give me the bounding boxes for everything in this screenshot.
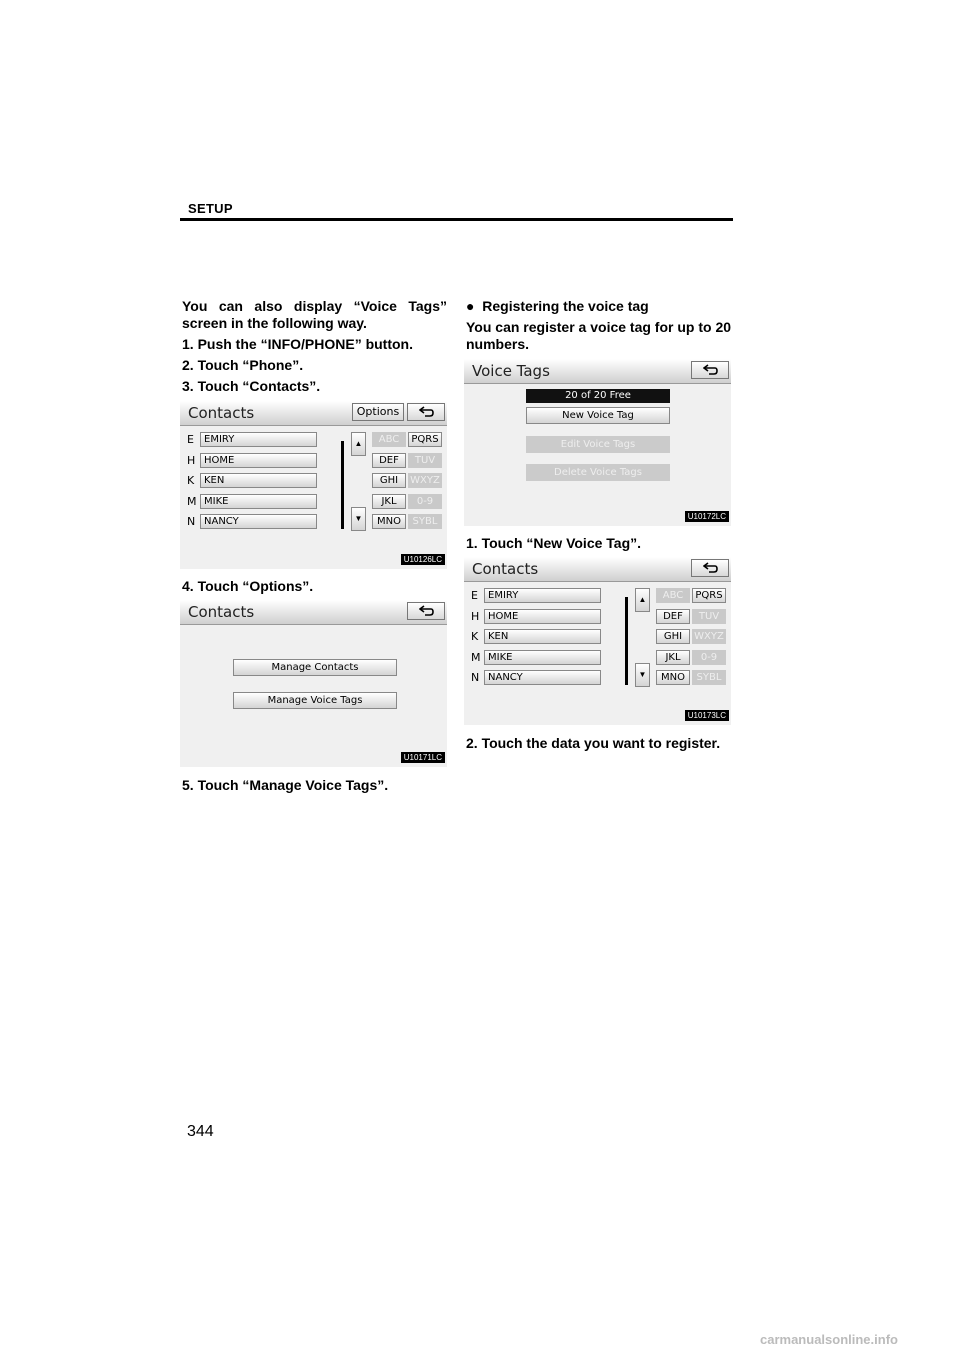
delete-voice-tags-button: Delete Voice Tags [526, 464, 670, 481]
scrollbar[interactable] [341, 441, 344, 529]
key-def[interactable]: DEF [656, 609, 690, 624]
key-pqrs[interactable]: PQRS [408, 432, 442, 447]
return-icon [419, 605, 435, 617]
contact-nancy[interactable]: NANCY [200, 514, 317, 529]
figure-code: U10126LC [401, 554, 445, 565]
key-abc: ABC [656, 588, 690, 603]
figure-code: U10171LC [401, 752, 445, 763]
index-letter: M [187, 495, 197, 508]
contact-ken[interactable]: KEN [484, 629, 601, 644]
index-letter: H [187, 454, 196, 467]
index-letter: K [471, 630, 479, 643]
back-button[interactable] [407, 403, 445, 421]
key-sybl: SYBL [692, 670, 726, 685]
key-ghi[interactable]: GHI [656, 629, 690, 644]
key-jkl[interactable]: JKL [372, 494, 406, 509]
index-letter: H [471, 610, 480, 623]
left-step-3: 3. Touch “Contacts”. [182, 378, 321, 394]
index-letter: M [471, 651, 481, 664]
index-letter: N [471, 671, 480, 684]
scroll-down-button[interactable]: ▼ [635, 663, 650, 687]
contact-mike[interactable]: MIKE [484, 650, 601, 665]
index-letter: K [187, 474, 195, 487]
title-bar [180, 600, 447, 625]
key-0-9: 0-9 [408, 494, 442, 509]
index-letter: N [187, 515, 196, 528]
contacts-screen-2 [464, 557, 731, 725]
key-wxyz: WXYZ [692, 629, 726, 644]
return-icon [703, 562, 719, 574]
left-step-4: 4. Touch “Options”. [182, 578, 314, 594]
contact-emiry[interactable]: EMIRY [200, 432, 317, 447]
voice-tags-screen [464, 359, 731, 526]
return-icon [419, 406, 435, 418]
screen-title: Contacts [472, 560, 539, 578]
manage-voice-tags-button[interactable]: Manage Voice Tags [233, 692, 397, 709]
back-button[interactable] [691, 559, 729, 577]
right-step-2: 2. Touch the data you want to register. [466, 735, 721, 751]
manage-contacts-button[interactable]: Manage Contacts [233, 659, 397, 676]
screen-title: Voice Tags [472, 362, 550, 380]
contact-nancy[interactable]: NANCY [484, 670, 601, 685]
new-voice-tag-button[interactable]: New Voice Tag [526, 407, 670, 424]
scroll-up-button[interactable]: ▲ [635, 588, 650, 612]
contact-home[interactable]: HOME [200, 453, 317, 468]
options-button[interactable]: Options [352, 403, 404, 421]
key-sybl: SYBL [408, 514, 442, 529]
bullet-icon: ● [466, 298, 475, 314]
page-number: 344 [187, 1123, 214, 1140]
free-count-bar: 20 of 20 Free [526, 389, 670, 403]
key-wxyz: WXYZ [408, 473, 442, 488]
options-screen [180, 600, 447, 767]
watermark-footer: carmanualsonline.info [760, 1332, 898, 1347]
key-0-9: 0-9 [692, 650, 726, 665]
section-header: SETUP [188, 201, 233, 216]
key-def[interactable]: DEF [372, 453, 406, 468]
key-jkl[interactable]: JKL [656, 650, 690, 665]
screen-title: Contacts [188, 404, 255, 422]
contacts-screen-1 [180, 401, 447, 569]
edit-voice-tags-button: Edit Voice Tags [526, 436, 670, 453]
left-step-2: 2. Touch “Phone”. [182, 357, 304, 373]
scroll-down-button[interactable]: ▼ [351, 507, 366, 531]
right-intro: You can register a voice tag for up to 20 numbers. [466, 319, 732, 352]
title-bar [464, 557, 731, 582]
key-ghi[interactable]: GHI [372, 473, 406, 488]
scrollbar[interactable] [625, 597, 628, 685]
left-step-1: 1. Push the “INFO/PHONE” button. [182, 336, 413, 352]
section-heading: Registering the voice tag [482, 298, 649, 314]
key-pqrs[interactable]: PQRS [692, 588, 726, 603]
key-tuv: TUV [692, 609, 726, 624]
contact-emiry[interactable]: EMIRY [484, 588, 601, 603]
right-step-1: 1. Touch “New Voice Tag”. [466, 535, 642, 551]
key-abc: ABC [372, 432, 406, 447]
left-step-5: 5. Touch “Manage Voice Tags”. [182, 777, 389, 793]
scroll-up-button[interactable]: ▲ [351, 432, 366, 456]
contact-ken[interactable]: KEN [200, 473, 317, 488]
header-rule [180, 218, 733, 221]
return-icon [703, 364, 719, 376]
title-bar [464, 359, 731, 384]
screen-title: Contacts [188, 603, 255, 621]
figure-code: U10173LC [685, 710, 729, 721]
contact-mike[interactable]: MIKE [200, 494, 317, 509]
index-letter: E [471, 589, 478, 602]
key-tuv: TUV [408, 453, 442, 468]
figure-code: U10172LC [685, 511, 729, 522]
back-button[interactable] [407, 602, 445, 620]
contact-home[interactable]: HOME [484, 609, 601, 624]
title-bar [180, 401, 447, 426]
bullet-heading [466, 298, 649, 314]
key-mno[interactable]: MNO [656, 670, 690, 685]
back-button[interactable] [691, 361, 729, 379]
left-intro: You can also display “Voice Tags” screen in the following way. [182, 298, 447, 331]
key-mno[interactable]: MNO [372, 514, 406, 529]
index-letter: E [187, 433, 194, 446]
